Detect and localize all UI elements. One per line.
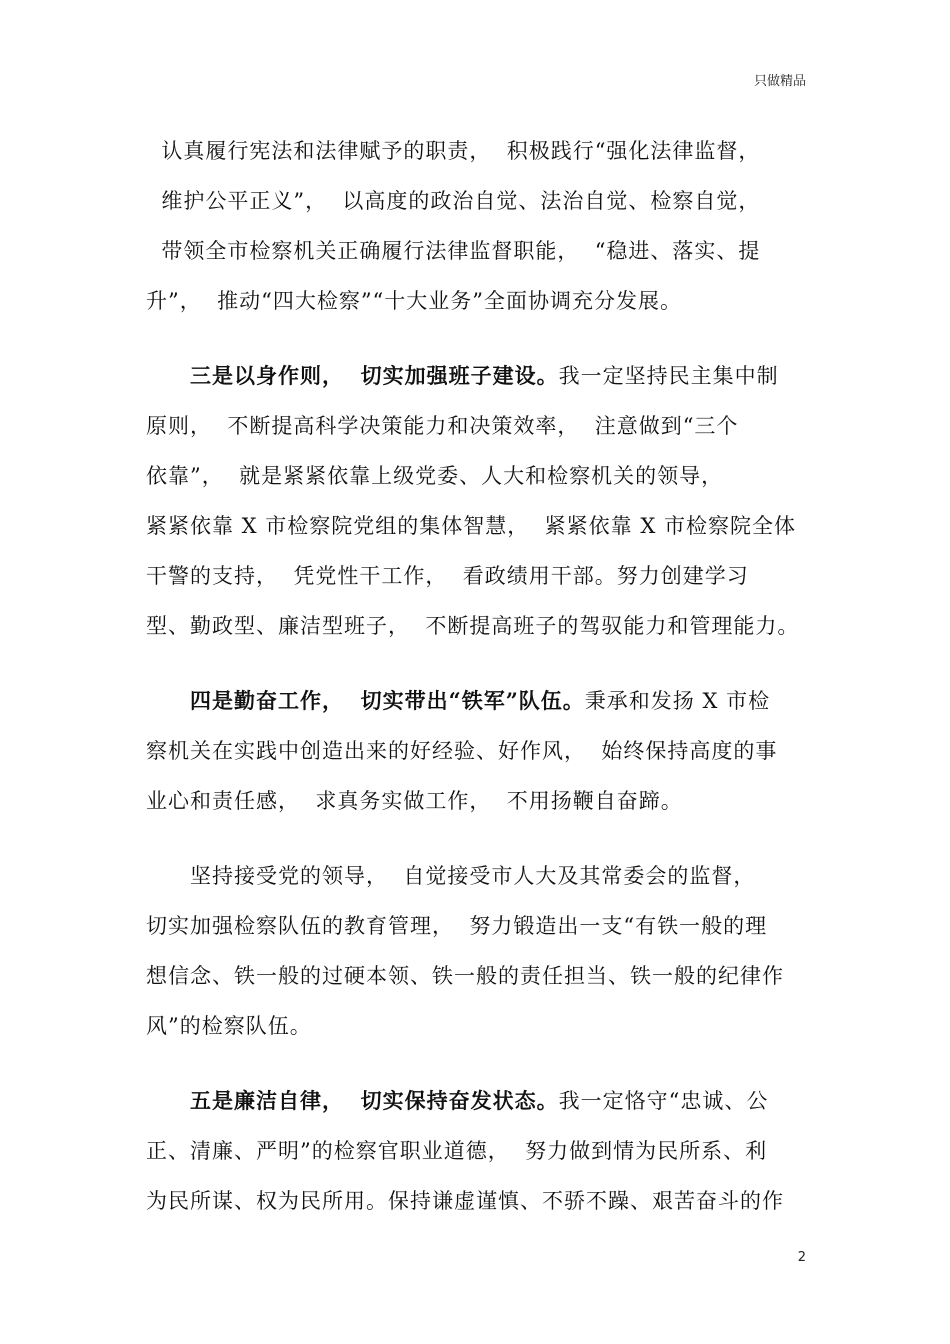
text-line: 原则， 不断提高科学决策能力和决策效率， 注意做到“三个 [146, 414, 739, 438]
text-line: 察机关在实践中创造出来的好经验、好作风， 始终保持高度的事 [146, 739, 778, 763]
text-line: 带领全市检察机关正确履行法律监督职能， “稳进、落实、提 [146, 239, 761, 263]
page-header: 只做精品 [753, 74, 806, 89]
text-line: 为民所谋、权为民所用。保持谦虚谨慎、不骄不躁、艰苦奋斗的作 [146, 1189, 784, 1213]
paragraph-line [190, 688, 770, 714]
paragraph-line [190, 363, 779, 389]
paragraph-line [190, 1088, 768, 1114]
paragraph-heading: 四是勤奋工作， 切实带出“铁军”队伍。 [190, 688, 585, 713]
text-line: 风”的检察队伍。 [146, 1014, 312, 1038]
text-line: 紧紧依靠 X 市检察院党组的集体智慧， 紧紧依靠 X 市检察院全体 [146, 514, 796, 538]
text-line: 型、勤政型、廉洁型班子， 不断提高班子的驾驭能力和管理能力。 [146, 614, 800, 638]
text-line: 维护公平正义”， 以高度的政治自觉、法治自觉、检察自觉， [146, 189, 761, 213]
text-line: 干警的支持， 凭党性干工作， 看政绩用干部。努力创建学习 [146, 564, 749, 588]
text-line: 认真履行宪法和法律赋予的职责， 积极践行“强化法律监督， [146, 139, 761, 163]
text-line: 坚持接受党的领导， 自觉接受市人大及其常委会的监督， [190, 864, 756, 888]
text-span: 秉承和发扬 X 市检 [584, 689, 771, 713]
text-line: 正、清廉、严明”的检察官职业道德， 努力做到情为民所系、利 [146, 1139, 768, 1163]
text-line: 升”， 推动“四大检察”“十大业务”全面协调充分发展。 [146, 289, 683, 313]
text-span: 我一定坚持民主集中制 [558, 364, 779, 388]
paragraph-heading: 三是以身作则， 切实加强班子建设。 [190, 363, 559, 388]
text-line: 想信念、铁一般的过硬本领、铁一般的责任担当、铁一般的纪律作 [146, 964, 784, 988]
text-line: 依靠”， 就是紧紧依靠上级党委、人大和检察机关的领导， [146, 464, 724, 488]
text-line: 切实加强检察队伍的教育管理， 努力锻造出一支“有铁一般的理 [146, 914, 768, 938]
paragraph-heading: 五是廉洁自律， 切实保持奋发状态。 [190, 1088, 559, 1113]
text-line: 业心和责任感， 求真务实做工作， 不用扬鞭自奋蹄。 [146, 789, 683, 813]
page-number: 2 [797, 1250, 806, 1265]
text-span: 我一定恪守“忠诚、公 [558, 1089, 769, 1113]
